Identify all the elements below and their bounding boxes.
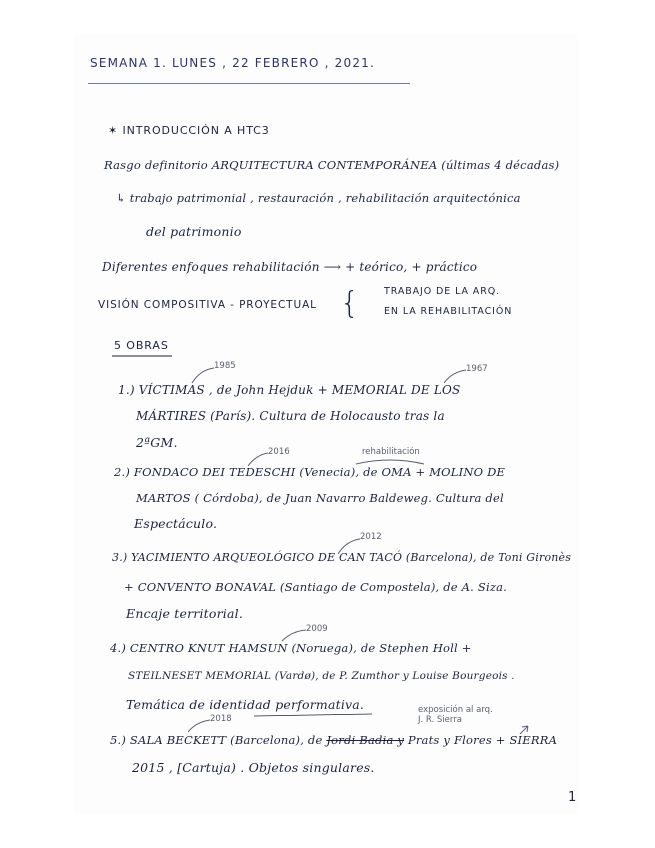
obra-2-line-1: 2.) FONDACO DEI TEDESCHI (Venecia), de OMA + MOLINO DE (114, 465, 506, 479)
underline-performativa (254, 714, 372, 716)
vision-brace: { (340, 286, 360, 321)
obra-4-line-2: STEILNESET MEMORIAL (Vardø), de P. Zumthor y Louise Bourgeois . (128, 670, 515, 682)
intro-line-2: ↳ trabajo patrimonial , restauración , rehabilitación arquitectónica (116, 191, 521, 205)
obra-3-line-3: Encaje territorial. (126, 606, 243, 621)
section-heading: ✶ INTRODUCCIÓN A HTC3 (108, 124, 270, 137)
bracket-rehab (356, 460, 424, 464)
obra-4-line-3: Temática de identidad performativa. (126, 697, 365, 712)
obra-3-line-2: + CONVENTO BONAVAL (Santiago de Compostela), de A. Siza. (124, 580, 507, 594)
page-title: SEMANA 1. LUNES , 22 FEBRERO , 2021. (90, 56, 376, 70)
vision-item-b: EN LA REHABILITACIÓN (384, 306, 513, 317)
year-note: 2018 (210, 714, 232, 724)
obra-3-line-1: 3.) YACIMIENTO ARQUEOLÓGICO DE CAN TACÓ (Barcelona), de Toni Gironès (112, 551, 572, 564)
year-note: 2016 (268, 447, 290, 457)
year-note: 2012 (360, 532, 382, 542)
obra-5-text-a: 5.) SALA BECKETT (Barcelona), de (110, 733, 323, 747)
intro-line-3: del patrimonio (146, 224, 242, 239)
intro-line-4: Diferentes enfoques rehabilitación ⟶ + teórico, + práctico (102, 260, 478, 274)
vision-label: VISIÓN COMPOSITIVA - PROYECTUAL (98, 299, 317, 311)
title-underline (88, 83, 410, 84)
arrow-1967 (444, 370, 466, 383)
obra-1-line-2: MÁRTIRES (París). Cultura de Holocausto tras la (136, 409, 445, 423)
obra-1-line-3: 2ªGM. (136, 435, 178, 450)
obra-4-line-1: 4.) CENTRO KNUT HAMSUN (Noruega), de Stephen Holl + (110, 641, 472, 655)
obra-5-line-1 (110, 733, 557, 747)
annotation-note: exposición al arq. J. R. Sierra (418, 705, 493, 725)
year-note: 1967 (466, 364, 488, 374)
obra-5-text-b: Prats y Flores + SIERRA (407, 733, 558, 747)
obra-1-line-1: 1.) VÍCTIMAS , de John Hejduk + MEMORIAL DE LOS (118, 383, 461, 397)
year-note: 2009 (306, 624, 328, 634)
page-number: 1 (568, 790, 577, 805)
vision-item-a: TRABAJO DE LA ARQ. (384, 286, 500, 297)
obra-2-line-3: Espectáculo. (134, 516, 218, 531)
obra-5-strikethrough: Jordi Badia y (326, 733, 405, 747)
intro-line-1: Rasgo definitorio ARQUITECTURA CONTEMPORÁNEA (últimas 4 décadas) (104, 158, 560, 172)
obra-2-line-2: MARTOS ( Córdoba), de Juan Navarro Baldeweg. Cultura del (136, 491, 504, 505)
arrow-2018 (188, 720, 210, 732)
obra-5-line-2: 2015 , [Cartuja) . Objetos singulares. (132, 760, 375, 775)
arrow-1985 (192, 368, 214, 383)
arrow-2009 (282, 630, 306, 641)
annotation-note: rehabilitación (362, 447, 420, 457)
obras-heading: 5 OBRAS (114, 339, 169, 352)
year-note: 1985 (214, 361, 236, 371)
